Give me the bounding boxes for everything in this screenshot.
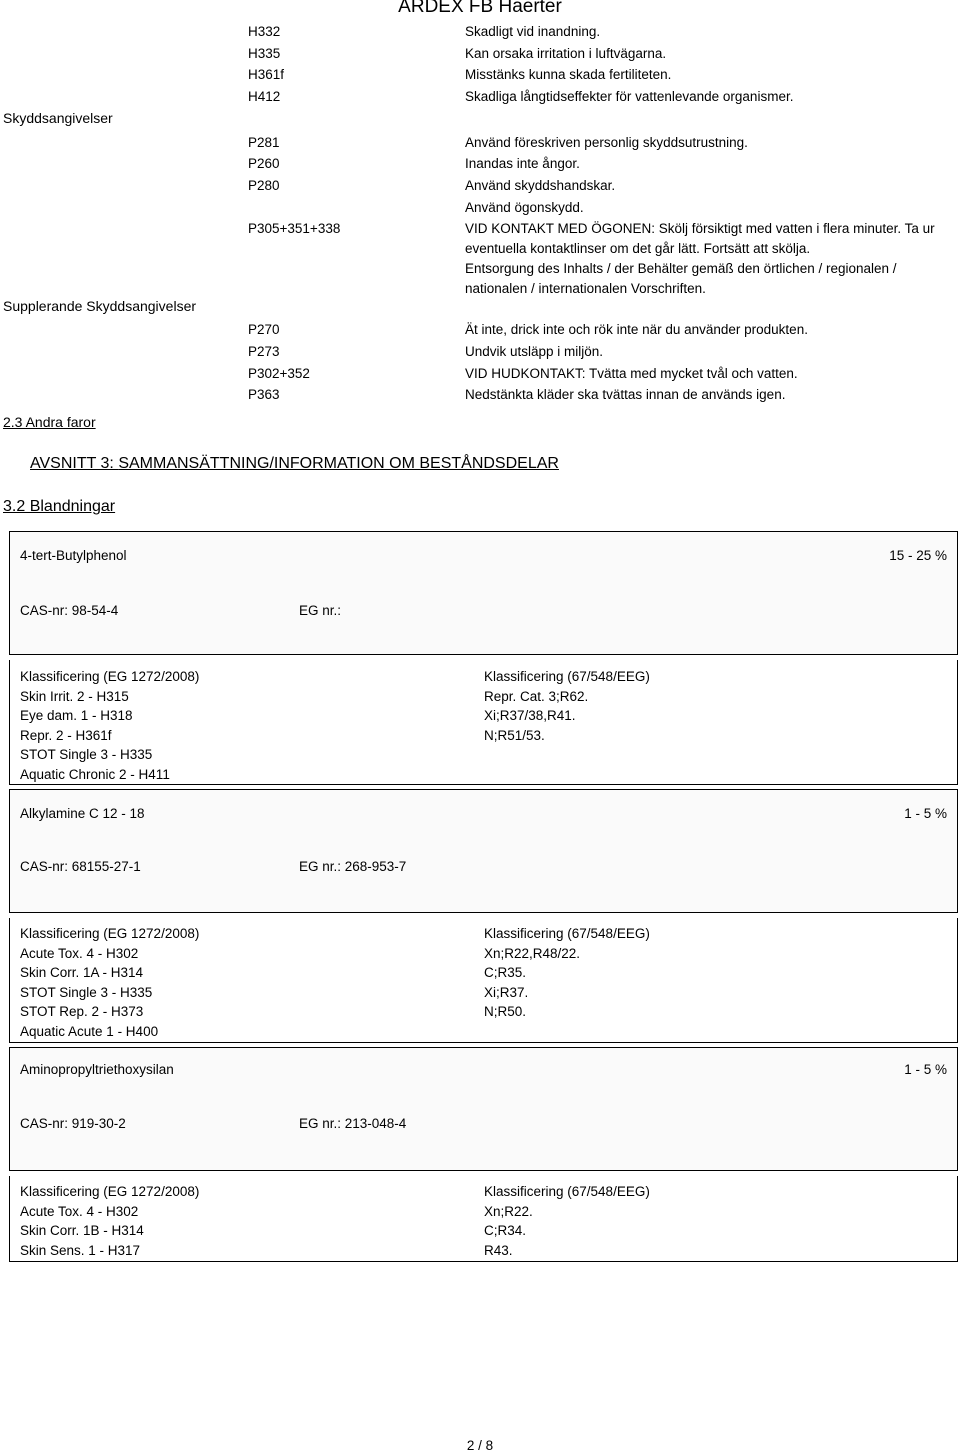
supplementary-code: P270 [248,322,280,337]
precaution-code: P280 [248,178,280,193]
page-number: 2 / 8 [466,1438,494,1453]
precaution-code: P281 [248,135,280,150]
supplementary-code: P273 [248,344,280,359]
substance-classification-box [9,1176,958,1262]
hazard-code: H412 [248,89,281,104]
clp-entry: Aquatic Acute 1 - H400 [20,1023,159,1039]
hazard-text: Misstänks kunna skada fertiliteten. [465,67,672,82]
dsd-entry: Xi;R37. [484,984,529,1000]
hazard-text: Skadligt vid inandning. [465,24,601,39]
substance-range: 15 - 25 % [889,548,947,563]
clp-entry: STOT Single 3 - H335 [20,984,153,1000]
substance-eg: EG nr.: [299,603,342,618]
supplementary-code: P363 [248,387,280,402]
dsd-entry: R43. [484,1242,513,1258]
hazard-code: H361f [248,67,285,82]
clp-title: Klassificering (EG 1272/2008) [20,926,200,941]
clp-entry: Eye dam. 1 - H318 [20,708,133,723]
precaution-text: Använd skyddshandskar. [465,178,616,193]
dsd-entry: Xn;R22. [484,1203,533,1219]
clp-title: Klassificering (EG 1272/2008) [20,1184,200,1199]
clp-entry: Acute Tox. 4 - H302 [20,945,139,961]
section3-heading-prefix: AVSNITT 3: [30,455,119,472]
dsd-entry: C;R35. [484,965,527,980]
precaution-text: Inandas inte ångor. [465,156,580,171]
supplementary-code: P302+352 [248,366,310,381]
substance-cas: CAS-nr: 919-30-2 [20,1116,126,1131]
section3-heading-text: SAMMANSÄTTNING/INFORMATION OM BESTÅNDSDELAR [118,455,559,472]
blandningar-subheading: 3.2 Blandningar [3,498,116,515]
precaution-text: VID KONTAKT MED ÖGONEN: Skölj försiktigt med vatten i flera minuter. Ta ur eventuella kontaktlinser om det går lätt. Fortsätt att skölja. [465,221,935,256]
substance-eg: EG nr.: 213-048-4 [299,1116,407,1131]
precaution-text: Entsorgung des Inhalts / der Behälter gemäß den örtlichen / regionalen / nationalen / internationalen Vorschriften. [465,261,897,296]
substance-range: 1 - 5 % [904,1062,947,1077]
substance-range: 1 - 5 % [904,806,947,821]
substance-classification-box [9,660,958,785]
dsd-title: Klassificering (67/548/EEG) [484,1184,650,1199]
substance-header-box [9,531,958,655]
substance-classification-box [9,918,958,1043]
supplerande-label: Supplerande Skyddsangivelser [3,298,197,314]
clp-entry: Repr. 2 - H361f [20,727,112,743]
hazard-text: Skadliga långtidseffekter för vattenlevande organismer. [465,89,794,104]
clp-entry: Aquatic Chronic 2 - H411 [20,766,170,782]
clp-entry: Skin Corr. 1A - H314 [20,965,144,980]
supplementary-text: Ät inte, drick inte och rök inte när du använder produkten. [465,322,808,337]
substance-header-box [9,789,958,913]
precaution-text: Använd ögonskydd. [465,200,584,215]
dsd-classification [484,667,650,745]
substance-name: Aminopropyltriethoxysilan [20,1062,174,1077]
clp-title: Klassificering (EG 1272/2008) [20,669,200,684]
clp-classification [20,667,199,784]
substance-cas: CAS-nr: 68155-27-1 [20,859,141,874]
substance-name: 4-tert-Butylphenol [20,548,127,563]
dsd-entry: Xi;R37/38,R41. [484,708,576,723]
clp-entry: STOT Rep. 2 - H373 [20,1004,144,1019]
hazard-text: Kan orsaka irritation i luftvägarna. [465,46,667,61]
clp-entry: STOT Single 3 - H335 [20,747,153,762]
skyddsangivelser-label: Skyddsangivelser [3,110,113,126]
dsd-entry: N;R50. [484,1004,527,1019]
supplementary-text: Undvik utsläpp i miljön. [465,344,604,359]
clp-classification [20,924,199,1041]
dsd-classification [484,1182,650,1260]
substance-cas: CAS-nr: 98-54-4 [20,603,119,618]
substance-eg: EG nr.: 268-953-7 [299,859,407,874]
section3-heading [30,455,559,473]
dsd-title: Klassificering (67/548/EEG) [484,926,650,941]
dsd-entry: N;R51/53. [484,727,545,743]
clp-entry: Acute Tox. 4 - H302 [20,1203,139,1219]
supplementary-text: VID HUDKONTAKT: Tvätta med mycket tvål och vatten. [465,366,798,381]
clp-entry: Skin Corr. 1B - H314 [20,1223,144,1238]
precaution-text: Använd föreskriven personlig skyddsutrustning. [465,135,748,150]
substance-header-box [9,1047,958,1171]
document-title: ARDEX FB Haerter [398,0,562,17]
dsd-title: Klassificering (67/548/EEG) [484,669,650,684]
precaution-code: P260 [248,156,280,171]
precaution-code: P305+351+338 [248,221,341,236]
dsd-entry: C;R34. [484,1223,527,1238]
clp-entry: Skin Sens. 1 - H317 [20,1242,141,1258]
dsd-entry: Xn;R22,R48/22. [484,945,581,961]
clp-classification [20,1182,199,1260]
hazard-code: H332 [248,24,281,39]
dsd-classification [484,924,650,1022]
hazard-code: H335 [248,46,281,61]
substance-name: Alkylamine C 12 - 18 [20,806,145,821]
supplementary-text: Nedstänkta kläder ska tvättas innan de används igen. [465,387,786,402]
clp-entry: Skin Irrit. 2 - H315 [20,688,129,704]
dsd-entry: Repr. Cat. 3;R62. [484,688,589,704]
andra-faror-heading: 2.3 Andra faror [3,414,96,430]
